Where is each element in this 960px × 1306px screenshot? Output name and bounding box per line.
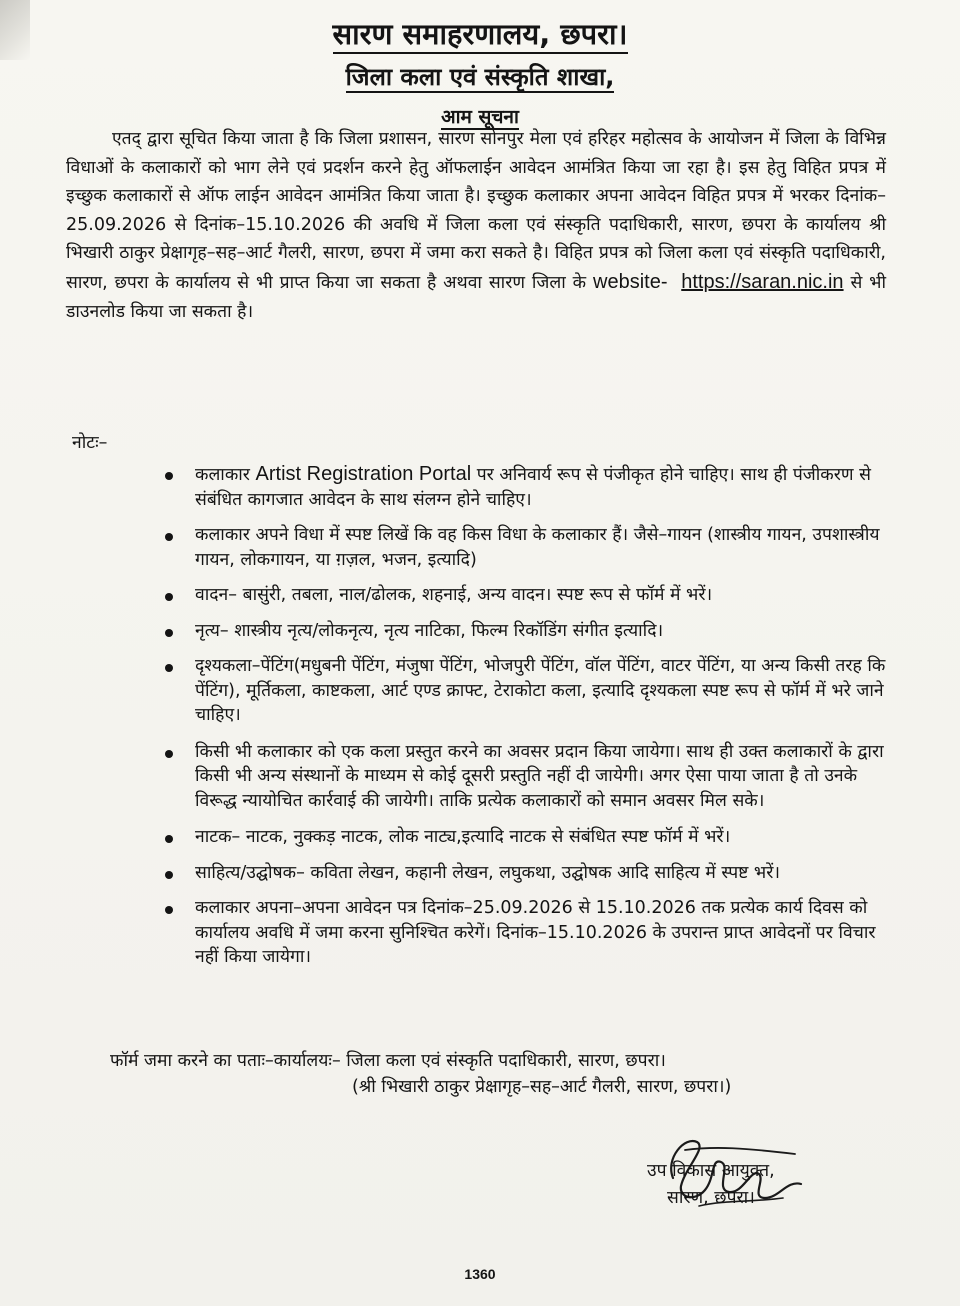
note-item: कलाकार अपना–अपना आवेदन पत्र दिनांक–25.09.2026 से 15.10.2026 तक प्रत्येक कार्य दिवस को कार्यालय अवधि में जमा करना सुनिश्चित करेगें। दिनांक–15.10.2026 के उपरान्त प्राप्त आवेदनों पर विचार नहीं किया जायेगा। — [165, 896, 890, 970]
notes-label: नोटः– — [72, 433, 108, 453]
paragraph-text-1: एतद् द्वारा सूचित किया जाता है कि जिला प्रशासन, सारण सोनपुर मेला एवं हरिहर महोत्सव के आयोजन में जिला के विभिन्न विधाओं के कलाकारों को भाग लेने एवं प्रदर्शन करने हेतु ऑफलाईन आवेदन आमंत्रित किया जा रहा है। इस हेतु विहित प्रपत्र में इच्छुक कलाकारों से ऑफ लाईन आवेदन आमंत्रित किया जाता है। इच्छुक कलाकार अपना आवेदन विहित प्रपत्र में भरकर दिनांक–25.09.2026 से दिनांक–15.10.2026 की अवधि में जिला कला एवं संस्कृति पदाधिकारी, सारण, छपरा के कार्यालय श्री भिखारी ठाकुर प्रेक्षागृह–सह–आर्ट गैलरी, सारण, छपरा में जमा करा सकते है। विहित प्रपत्र को जिला कला एवं संस्कृति पदाधिकारी, सारण, छपरा के कार्यालय से भी प्राप्त किया जा सकता है अथवा सारण जिला के — [66, 129, 886, 293]
office-title: सारण समाहरणालय, छपरा। — [0, 14, 960, 53]
notes-list — [165, 462, 890, 970]
note-item: साहित्य/उद्घोषक– कविता लेखन, कहानी लेखन, लघुकथा, उद्घोषक आदि साहित्य में स्पष्ट भरें। — [165, 861, 890, 886]
paragraph-text-2: से भी डाउनलोड किया जा सकता है। — [66, 272, 886, 322]
bullet-icon — [165, 593, 173, 601]
portal-name: Artist Registration Portal — [255, 463, 472, 485]
bullet-icon — [165, 871, 173, 879]
bullet-icon — [165, 750, 173, 758]
notice-paragraph — [66, 125, 886, 326]
signatory-line-1: उप विकास आयुक्त, — [647, 1161, 775, 1181]
signatory-line-2: सारण, छपरा। — [667, 1188, 755, 1208]
bullet-icon — [165, 664, 173, 672]
note-item: कलाकार Artist Registration Portal पर अनिवार्य रूप से पंजीकृत होने चाहिए। साथ ही पंजीकरण से संबंधित कागजात आवेदन के साथ संलग्न होने चाहिए। — [165, 462, 890, 512]
note-item: कलाकार अपने विधा में स्पष्ट लिखें कि वह किस विधा के कलाकार हैं। जैसे–गायन (शास्त्रीय गायन, उपशास्त्रीय गायन, लोकगायन, या ग़ज़ल, भजन, इत्यादि) — [165, 523, 890, 572]
bullet-icon — [165, 906, 173, 914]
note-item: दृश्यकला–पेंटिंग(मधुबनी पेंटिंग, मंजुषा पेंटिंग, भोजपुरी पेंटिंग, वॉल पेंटिंग, वाटर पेंटिंग, या अन्य किसी तरह कि पेंटिंग), मूर्तिकला, काष्टकला, आर्ट एण्ड क्राफ्ट, टेराकोटा कला, इत्यादि दृश्यकला स्पष्ट रूप से फॉर्म में भरे जाने चाहिए। — [165, 654, 890, 728]
website-label: website- — [593, 270, 668, 293]
note-item: वादन– बासुंरी, तबला, नाल/ढोलक, शहनाई, अन्य वादन। स्पष्ट रूप से फॉर्म में भरें। — [165, 583, 890, 608]
bullet-icon — [165, 629, 173, 637]
note-item: नाटक– नाटक, नुक्कड़ नाटक, लोक नाट्य,इत्यादि नाटक से संबंधित स्पष्ट फॉर्म में भरें। — [165, 825, 890, 850]
website-link[interactable]: https://saran.nic.in — [681, 270, 844, 293]
signatory-designation — [647, 1158, 847, 1212]
submission-address — [110, 1048, 840, 1100]
bullet-icon — [165, 533, 173, 541]
note-item: किसी भी कलाकार को एक कला प्रस्तुत करने का अवसर प्रदान किया जायेगा। साथ ही उक्त कलाकारों के द्वारा किसी भी अन्य संस्थानों के माध्यम से कोई दूसरी प्रस्तुति नहीं दी जायेगी। अगर ऐसा पाया जाता है तो उनके विरूद्ध न्यायोचित कार्रवाई की जायेगी। ताकि प्रत्येक कलाकारों को समान अवसर मिल सके। — [165, 740, 890, 814]
bullet-icon — [165, 835, 173, 843]
address-line-2: (श्री भिखारी ठाकुर प्रेक्षागृह–सह–आर्ट गैलरी, सारण, छपरा।) — [352, 1077, 732, 1097]
page-number: 1360 — [464, 1266, 496, 1282]
address-line-1: फॉर्म जमा करने का पताः–कार्यालयः– जिला कला एवं संस्कृति पदाधिकारी, सारण, छपरा। — [110, 1051, 666, 1071]
note-item: नृत्य– शास्त्रीय नृत्य/लोकनृत्य, नृत्य नाटिका, फिल्म रिकॉडिंग संगीत इत्यादि। — [165, 619, 890, 644]
notice-heading: आम सूचना — [441, 106, 519, 128]
bullet-icon — [165, 472, 173, 480]
department-subtitle: जिला कला एवं संस्कृति शाखा, — [345, 63, 615, 91]
